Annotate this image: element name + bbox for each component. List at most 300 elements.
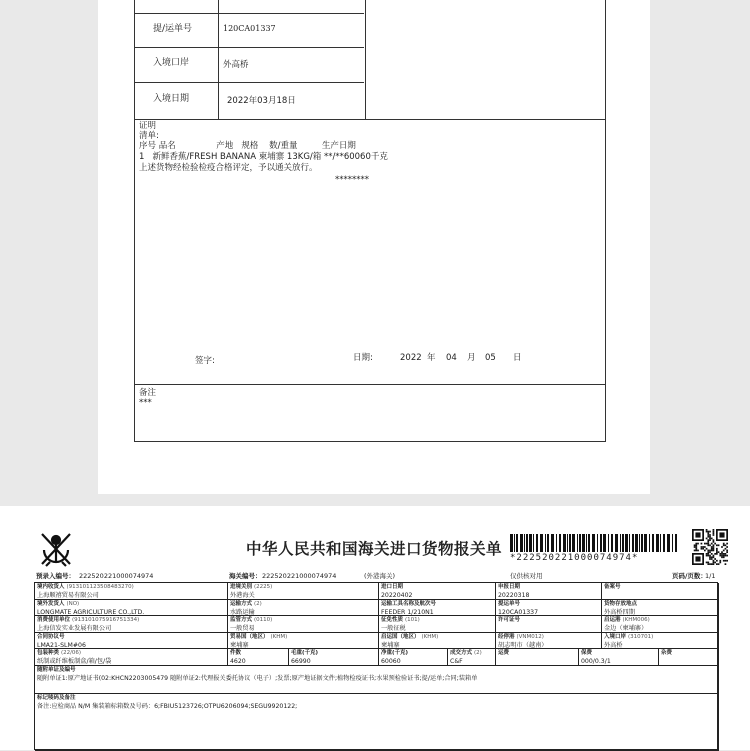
barcode-bar xyxy=(524,534,525,552)
field-code: (KHM) xyxy=(270,633,288,640)
barcode-bar xyxy=(510,534,513,552)
barcode-bar xyxy=(656,534,659,552)
qr-module xyxy=(718,563,720,565)
field-value: 4620 xyxy=(230,658,246,666)
field-value: 上海顺禧贸易有限公司 xyxy=(37,592,99,599)
field-label xyxy=(661,650,672,657)
sign-month: 04 xyxy=(446,353,457,363)
declaration-field xyxy=(35,649,228,666)
qr-module xyxy=(726,551,728,553)
qr-module xyxy=(709,539,711,541)
column-divider xyxy=(218,0,219,119)
declaration-field xyxy=(379,583,496,600)
bl-number-label: 提/运单号 xyxy=(153,24,193,34)
qr-module xyxy=(707,555,709,557)
field-label-text: 申报日期 xyxy=(498,584,521,590)
qr-module xyxy=(713,544,715,546)
barcode-bar xyxy=(516,534,518,552)
qr-module xyxy=(709,531,711,533)
field-code: (2225) xyxy=(253,584,273,590)
barcode-bar xyxy=(551,534,554,552)
qr-module xyxy=(707,534,709,536)
qr-module xyxy=(723,544,725,546)
qr-module xyxy=(702,548,704,550)
clearance-statement: 上述货物经检验检疫合格评定，予以通关放行。 xyxy=(139,163,318,173)
qr-module xyxy=(713,550,715,552)
field-label-text: 消费使用单位 xyxy=(37,617,71,624)
qr-module xyxy=(713,556,715,558)
qr-module xyxy=(695,556,700,561)
barcode-bar xyxy=(672,534,673,552)
bl-number-value: 120CA01337 xyxy=(223,24,276,33)
barcode-bar xyxy=(608,534,609,552)
declaration-field xyxy=(35,666,719,694)
page-count-value: 1/1 xyxy=(705,572,716,580)
qr-module xyxy=(725,560,727,562)
qr-module xyxy=(721,556,723,558)
qr-module xyxy=(713,534,715,536)
qr-module xyxy=(711,558,713,560)
field-label-text: 许可证号 xyxy=(498,617,521,624)
field-label xyxy=(291,650,318,657)
barcode-bar xyxy=(545,534,546,552)
declaration-field xyxy=(35,633,228,650)
qr-module xyxy=(723,555,725,557)
declaration-field xyxy=(228,633,379,650)
field-label-text: 保费 xyxy=(581,650,593,657)
field-label-text: 监管方式 xyxy=(230,617,253,624)
field-label-text: 随附单证及编号 xyxy=(37,666,76,673)
qr-module xyxy=(716,548,718,550)
field-value: 20220318 xyxy=(498,592,530,599)
barcode-bar xyxy=(620,534,621,552)
qr-module xyxy=(726,543,728,545)
field-label-text: 启运国（地区） xyxy=(381,633,420,640)
qr-module xyxy=(719,555,721,557)
qr-module xyxy=(726,550,728,552)
field-value: 外高桥 xyxy=(604,641,623,649)
entry-port-label: 入境口岸 xyxy=(153,58,190,68)
field-value: LMA21-SLM#06 xyxy=(37,641,86,649)
qr-module xyxy=(695,546,697,548)
barcode-bar xyxy=(569,534,571,552)
qr-module xyxy=(713,555,715,557)
qr-module xyxy=(713,562,715,564)
barcode-bar xyxy=(533,534,534,552)
barcode-bar xyxy=(529,534,532,552)
qr-module xyxy=(709,556,711,558)
field-label xyxy=(381,617,420,624)
qr-module xyxy=(711,548,713,550)
list-row: 1 新鲜香蕉/FRESH BANANA 柬埔寨 13KG/箱 **/**60060千克 xyxy=(139,152,388,162)
field-label-text: 杂费 xyxy=(661,650,673,657)
qr-module xyxy=(716,563,718,565)
declaration-field xyxy=(35,600,228,617)
qr-module xyxy=(706,531,708,533)
barcode-bar xyxy=(559,534,561,552)
declaration-field xyxy=(379,633,496,650)
field-value: 一般贸易 xyxy=(230,625,255,633)
qr-module xyxy=(707,531,709,533)
barcode-bar xyxy=(649,534,650,552)
field-value: 120CA01337 xyxy=(498,608,539,616)
qr-module xyxy=(711,543,713,545)
qr-module xyxy=(709,551,711,553)
field-label xyxy=(37,601,79,608)
barcode-bar xyxy=(639,534,640,552)
barcode-bar xyxy=(579,534,581,552)
field-label xyxy=(230,634,287,641)
qr-module xyxy=(723,553,725,555)
field-label-text: 成交方式 xyxy=(450,650,473,657)
entry-port-value: 外高桥 xyxy=(223,60,249,70)
barcode-bar xyxy=(629,534,630,552)
barcode-bar xyxy=(540,534,543,552)
field-code: (310701) xyxy=(627,633,654,640)
field-value: 000/0.3/1 xyxy=(581,658,611,666)
declaration-field xyxy=(496,583,602,600)
qr-module xyxy=(716,550,718,552)
qr-module xyxy=(711,538,713,540)
field-value: 66990 xyxy=(291,658,311,666)
barcode-bar xyxy=(675,534,677,552)
pre-entry-label: 预录入编号： xyxy=(36,572,75,580)
qr-module xyxy=(714,562,716,564)
declaration-field xyxy=(35,583,228,600)
barcode-bar xyxy=(514,534,515,552)
field-label xyxy=(230,650,241,657)
customs-office: (外港海关) xyxy=(364,572,396,580)
declaration-field xyxy=(602,616,719,633)
qr-module xyxy=(701,543,703,545)
field-label xyxy=(604,584,621,591)
qr-module xyxy=(725,555,727,557)
certificate-table xyxy=(134,0,606,442)
declaration-field xyxy=(228,616,379,633)
qr-module xyxy=(719,553,721,555)
qr-module xyxy=(701,548,703,550)
qr-module xyxy=(726,555,728,557)
qr-module xyxy=(706,555,708,557)
customs-declaration-page xyxy=(0,506,750,750)
qr-module xyxy=(721,551,723,553)
barcode-bar xyxy=(663,534,665,552)
field-code: (KHM) xyxy=(421,633,439,640)
list-end-stars: ******** xyxy=(335,175,369,185)
barcode-bar xyxy=(615,534,618,552)
qr-module xyxy=(709,550,711,552)
barcode-bar xyxy=(652,534,654,552)
field-label-text: 贸易国（地区） xyxy=(230,633,269,640)
qr-module xyxy=(716,553,718,555)
barcode-bar xyxy=(536,534,538,552)
qr-module xyxy=(719,560,721,562)
qr-module xyxy=(713,560,715,562)
qr-module xyxy=(702,546,704,548)
qr-module xyxy=(709,555,711,557)
qr-code-icon xyxy=(692,529,728,565)
field-code: (0110) xyxy=(253,617,273,624)
qr-module xyxy=(723,550,725,552)
field-code: (22/06) xyxy=(60,650,82,657)
qr-module xyxy=(709,538,711,540)
qr-module xyxy=(713,532,715,534)
field-label xyxy=(37,617,139,624)
row-divider xyxy=(135,47,364,48)
field-label-text: 备案号 xyxy=(604,584,621,590)
qr-module xyxy=(711,556,713,558)
qr-module xyxy=(709,536,711,538)
barcode-bar xyxy=(526,534,528,552)
qr-module xyxy=(713,546,715,548)
proof-title: 证明 xyxy=(139,121,157,131)
qr-module xyxy=(697,543,699,545)
field-label-text: 启运港 xyxy=(604,617,621,624)
qr-module xyxy=(697,550,699,552)
declaration-field xyxy=(579,649,659,666)
list-title: 清单: xyxy=(139,131,159,141)
field-code: (913101123508483270) xyxy=(66,584,134,590)
declaration-field xyxy=(659,649,719,666)
qr-module xyxy=(704,550,706,552)
qr-module xyxy=(719,532,724,537)
qr-module xyxy=(723,560,725,562)
field-label xyxy=(381,601,436,608)
year-unit: 年 xyxy=(427,353,436,363)
barcode-bar xyxy=(600,534,602,552)
field-value: 60060 xyxy=(381,658,401,666)
qr-module xyxy=(721,555,723,557)
qr-module xyxy=(709,558,711,560)
row-divider xyxy=(135,119,605,120)
field-label-text: 件数 xyxy=(230,650,242,657)
declaration-field xyxy=(35,694,719,751)
qr-module xyxy=(707,563,709,565)
barcode-bar xyxy=(592,534,595,552)
page-count-label: 页码/页数： xyxy=(672,572,707,580)
qr-module xyxy=(723,556,725,558)
sign-date-label: 日期: xyxy=(353,353,373,363)
field-value: 金边（柬埔寨） xyxy=(604,625,648,633)
field-label xyxy=(450,650,482,657)
qr-module xyxy=(713,529,715,531)
qr-module xyxy=(709,544,711,546)
qr-module xyxy=(721,553,723,555)
qr-module xyxy=(707,550,709,552)
field-code: (NO) xyxy=(66,600,80,607)
qr-module xyxy=(716,560,718,562)
qr-module xyxy=(709,534,711,536)
field-label xyxy=(604,601,637,608)
field-value: 柬埔寨 xyxy=(230,641,249,649)
inspection-certificate-page xyxy=(98,0,650,494)
declaration-grid xyxy=(34,582,718,750)
qr-module xyxy=(716,551,718,553)
check-note: 仅供核对用 xyxy=(510,572,543,580)
field-label xyxy=(604,617,650,624)
qr-module xyxy=(713,531,715,533)
declaration-field xyxy=(496,600,602,617)
field-value: C&F xyxy=(450,658,463,666)
declaration-field xyxy=(602,600,719,617)
qr-module xyxy=(725,544,727,546)
barcode-bar xyxy=(586,534,587,552)
qr-module xyxy=(694,550,696,552)
barcode-icon xyxy=(510,534,680,552)
field-label xyxy=(498,634,544,641)
qr-module xyxy=(694,546,696,548)
field-label-text: 标记唛码及备注 xyxy=(37,694,76,701)
declaration-field xyxy=(379,600,496,617)
qr-module xyxy=(695,548,697,550)
field-code: (2) xyxy=(473,650,482,657)
qr-module xyxy=(707,544,709,546)
field-code: (913101075916751334) xyxy=(71,617,140,624)
field-label xyxy=(498,601,520,608)
field-label xyxy=(498,584,520,591)
qr-module xyxy=(718,551,720,553)
qr-module xyxy=(726,560,728,562)
qr-module xyxy=(707,532,709,534)
pre-entry-value: 222520221000074974 xyxy=(79,572,154,580)
field-value: 20220402 xyxy=(381,592,413,599)
field-label xyxy=(381,584,403,591)
qr-module xyxy=(706,553,708,555)
qr-module xyxy=(704,543,706,545)
declaration-field xyxy=(602,633,719,650)
qr-module xyxy=(707,551,709,553)
qr-module xyxy=(711,546,713,548)
qr-module xyxy=(714,553,716,555)
field-code: (2) xyxy=(253,600,262,607)
declaration-field xyxy=(379,649,448,666)
qr-module xyxy=(707,541,709,543)
remarks-label: 备注 xyxy=(139,388,157,398)
declaration-field xyxy=(289,649,379,666)
field-label xyxy=(581,650,592,657)
field-label-text: 运费 xyxy=(498,650,510,657)
field-label-text: 毛重(千克) xyxy=(291,650,319,657)
declaration-field xyxy=(496,649,579,666)
qr-module xyxy=(714,543,716,545)
declaration-field xyxy=(228,649,289,666)
field-label-text: 运输方式 xyxy=(230,600,253,607)
qr-module xyxy=(711,563,713,565)
field-code: (VNM012) xyxy=(516,633,544,640)
qr-module xyxy=(706,538,708,540)
row-divider xyxy=(135,384,605,385)
field-label xyxy=(498,650,509,657)
field-value: 水路运输 xyxy=(230,608,255,616)
qr-module xyxy=(725,548,727,550)
barcode-bar xyxy=(520,534,523,552)
declaration-field xyxy=(602,583,719,600)
barcode-bar xyxy=(660,534,661,552)
field-value: 外高桥四期 xyxy=(604,608,635,616)
barcode-bar xyxy=(588,534,590,552)
field-value: 胡志明市（越南） xyxy=(498,641,548,649)
qr-module xyxy=(695,543,697,545)
customs-emblem-icon xyxy=(36,528,76,572)
qr-module xyxy=(713,539,715,541)
month-unit: 月 xyxy=(467,353,476,363)
sign-day: 05 xyxy=(485,353,496,363)
qr-module xyxy=(714,558,716,560)
qr-module xyxy=(707,543,709,545)
column-divider xyxy=(365,0,366,119)
field-label-text: 运输工具名称及航次号 xyxy=(381,600,437,607)
field-label xyxy=(230,601,262,608)
qr-module xyxy=(709,563,711,565)
declaration-field xyxy=(35,616,228,633)
qr-module xyxy=(719,562,721,564)
qr-module xyxy=(718,544,720,546)
field-label xyxy=(37,650,81,657)
field-label xyxy=(37,584,134,591)
field-label-text: 提运单号 xyxy=(498,600,521,607)
field-label xyxy=(381,634,438,641)
field-label-text: 征免性质 xyxy=(381,617,404,624)
field-code: (101) xyxy=(404,617,420,624)
qr-module xyxy=(706,543,708,545)
barcode-bar xyxy=(597,534,598,552)
barcode-bar xyxy=(582,534,585,552)
signature-label: 签字: xyxy=(195,356,215,366)
field-value: LONGMATE AGRICULTURE CO.,LTD. xyxy=(37,608,145,616)
qr-module xyxy=(713,548,715,550)
declaration-title: 中华人民共和国海关进口货物报关单 xyxy=(246,540,503,558)
qr-module xyxy=(716,544,718,546)
field-value: FEEDER 1/210N1 xyxy=(381,608,434,616)
field-value: 备注:应检商品 N/M 集装箱标箱数及号码：6;FBIU5123726;OTPU6206094;SEGU9920122; xyxy=(37,702,298,710)
field-label xyxy=(604,634,653,641)
qr-module xyxy=(694,544,696,546)
qr-module xyxy=(723,543,725,545)
field-label-text: 经停港 xyxy=(498,633,515,640)
field-value: 随附单证1:原产地证书(02:KHCN2203005479 随附单证2:代理报关委托协议（电子）;发票;原产地证据文件;植物检疫证书;水果预检验证书;提/运单;合同;装箱单 xyxy=(37,674,478,682)
qr-module xyxy=(707,562,709,564)
barcode-bar xyxy=(667,534,670,552)
barcode-bar xyxy=(625,534,628,552)
barcode-bar xyxy=(572,534,575,552)
day-unit: 日 xyxy=(513,353,522,363)
barcode-bar xyxy=(644,534,647,552)
customs-number-label: 海关编号： xyxy=(229,572,262,580)
entry-date-label: 入境日期 xyxy=(153,94,190,104)
field-label-text: 入境口岸 xyxy=(604,633,627,640)
field-code: (KHM006) xyxy=(622,617,650,624)
barcode-bar xyxy=(556,534,557,552)
qr-module xyxy=(711,550,713,552)
barcode-bar xyxy=(641,534,643,552)
field-label-text: 境外发货人 xyxy=(37,600,65,607)
qr-module xyxy=(695,532,700,537)
field-label xyxy=(37,634,65,641)
qr-module xyxy=(706,548,708,550)
barcode-bar xyxy=(632,534,634,552)
remarks-value: *** xyxy=(139,398,152,408)
field-label xyxy=(498,617,520,624)
barcode-bar xyxy=(577,534,578,552)
field-label-text: 进境关别 xyxy=(230,584,253,590)
entry-date-value: 2022年03月18日 xyxy=(227,96,296,106)
field-label xyxy=(37,695,76,702)
field-label-text: 境内收货人 xyxy=(37,584,65,590)
field-label xyxy=(230,584,272,591)
barcode-bar xyxy=(611,534,613,552)
field-value: 外港海关 xyxy=(230,592,255,599)
qr-module xyxy=(706,529,708,531)
